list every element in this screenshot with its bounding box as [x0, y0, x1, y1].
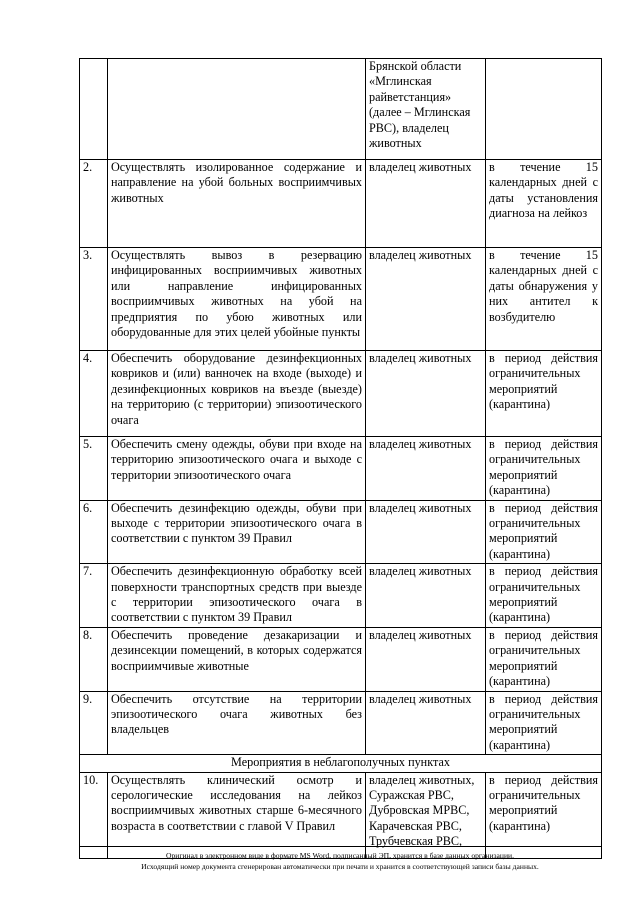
- deadline: [486, 59, 602, 160]
- table-row: [80, 691, 602, 755]
- responsible-party: владелец животных: [366, 627, 486, 691]
- responsible-party: владелец животных: [366, 248, 486, 351]
- row-number: 9.: [80, 691, 108, 755]
- measure-description: Обеспечить дезинфекцию одежды, обуви при выходе с территории эпизоотического очага в соответствии с пунктом 39 Правил: [108, 500, 366, 564]
- row-number: 4.: [80, 351, 108, 437]
- table-row: [80, 160, 602, 248]
- table-row: [80, 437, 602, 501]
- footer-line-number: Исходящий номер документа сгенерирован автоматически при печати и хранится в соответствующей записи базы данных.: [141, 862, 539, 871]
- measure-description: Обеспечить проведение дезакаризации и дезинсекции помещений, в которых содержатся восприимчивые животные: [108, 627, 366, 691]
- responsible-party: владелец животных: [366, 564, 486, 628]
- deadline: в период действия ограничительных мероприятий (карантина): [486, 564, 602, 628]
- row-number: 7.: [80, 564, 108, 628]
- table-row: [80, 248, 602, 351]
- measures-table-body: [80, 59, 602, 859]
- responsible-party: Брянской области «Мглинская райветстанция» (далее – Мглинская РВС), владелец животных: [366, 59, 486, 160]
- deadline: в течение 15 календарных дней с даты обнаружения у них антител к возбудителю: [486, 248, 602, 351]
- deadline: в период действия ограничительных мероприятий (карантина): [486, 351, 602, 437]
- measure-description: Обеспечить дезинфекционную обработку всей поверхности транспортных средств при выезде с территории эпизоотического очага в соответствии с пунктом 39 Правил: [108, 564, 366, 628]
- measure-description: Обеспечить оборудование дезинфекционных ковриков и (или) ванночек на входе (выходе) и дезинфекционных ковриков на въезде (выезде) на территорию (с территории) эпизоотического очага: [108, 351, 366, 437]
- document-footer: [79, 846, 601, 872]
- responsible-party: владелец животных: [366, 351, 486, 437]
- section-header-row: [80, 755, 602, 772]
- deadline: в период действия ограничительных мероприятий (карантина): [486, 500, 602, 564]
- measure-description: Обеспечить смену одежды, обуви при входе на территорию эпизоотического очага и выходе с территории эпизоотического очага: [108, 437, 366, 501]
- measures-table: [79, 58, 602, 859]
- deadline: в период действия ограничительных мероприятий (карантина): [486, 691, 602, 755]
- table-row: [80, 627, 602, 691]
- table-row: [80, 564, 602, 628]
- table-row: [80, 500, 602, 564]
- table-row: [80, 59, 602, 160]
- responsible-party: владелец животных: [366, 437, 486, 501]
- deadline: в период действия ограничительных мероприятий (карантина): [486, 627, 602, 691]
- responsible-party: владелец животных: [366, 160, 486, 248]
- row-number: 8.: [80, 627, 108, 691]
- row-number: 2.: [80, 160, 108, 248]
- row-number: 5.: [80, 437, 108, 501]
- responsible-party: владелец животных: [366, 500, 486, 564]
- measure-description: Обеспечить отсутствие на территории эпизоотического очага животных без владельцев: [108, 691, 366, 755]
- responsible-party: владелец животных: [366, 691, 486, 755]
- row-number: [80, 59, 108, 160]
- measure-description: Осуществлять вывоз в резервацию инфицированных восприимчивых животных или направление инфицированных восприимчивых животных на убой на предприятия по убою животных или оборудованные для этих целей убойные пункты: [108, 248, 366, 351]
- row-number: 6.: [80, 500, 108, 564]
- row-number: 10.: [80, 772, 108, 858]
- measure-description: Осуществлять клинический осмотр и серологические исследования на лейкоз восприимчивых животных старше 6-месячного возраста в соответствии с главой V Правил: [108, 772, 366, 858]
- responsible-party: владелец животных, Суражская РВС, Дубровская МРВС, Карачевская РВС, Трубчевская РВС,: [366, 772, 486, 858]
- row-number: 3.: [80, 248, 108, 351]
- footer-line-original: Оригинал в электронном виде в формате MS Word, подписанный ЭП, хранится в базе данных организации.: [166, 851, 514, 860]
- table-row: [80, 351, 602, 437]
- measure-description: Осуществлять изолированное содержание и направление на убой больных восприимчивых животных: [108, 160, 366, 248]
- deadline: в период действия ограничительных мероприятий (карантина): [486, 772, 602, 858]
- deadline: в течение 15 календарных дней с даты установления диагноза на лейкоз: [486, 160, 602, 248]
- deadline: в период действия ограничительных мероприятий (карантина): [486, 437, 602, 501]
- section-title: Мероприятия в неблагополучных пунктах: [80, 755, 602, 772]
- measure-description: [108, 59, 366, 160]
